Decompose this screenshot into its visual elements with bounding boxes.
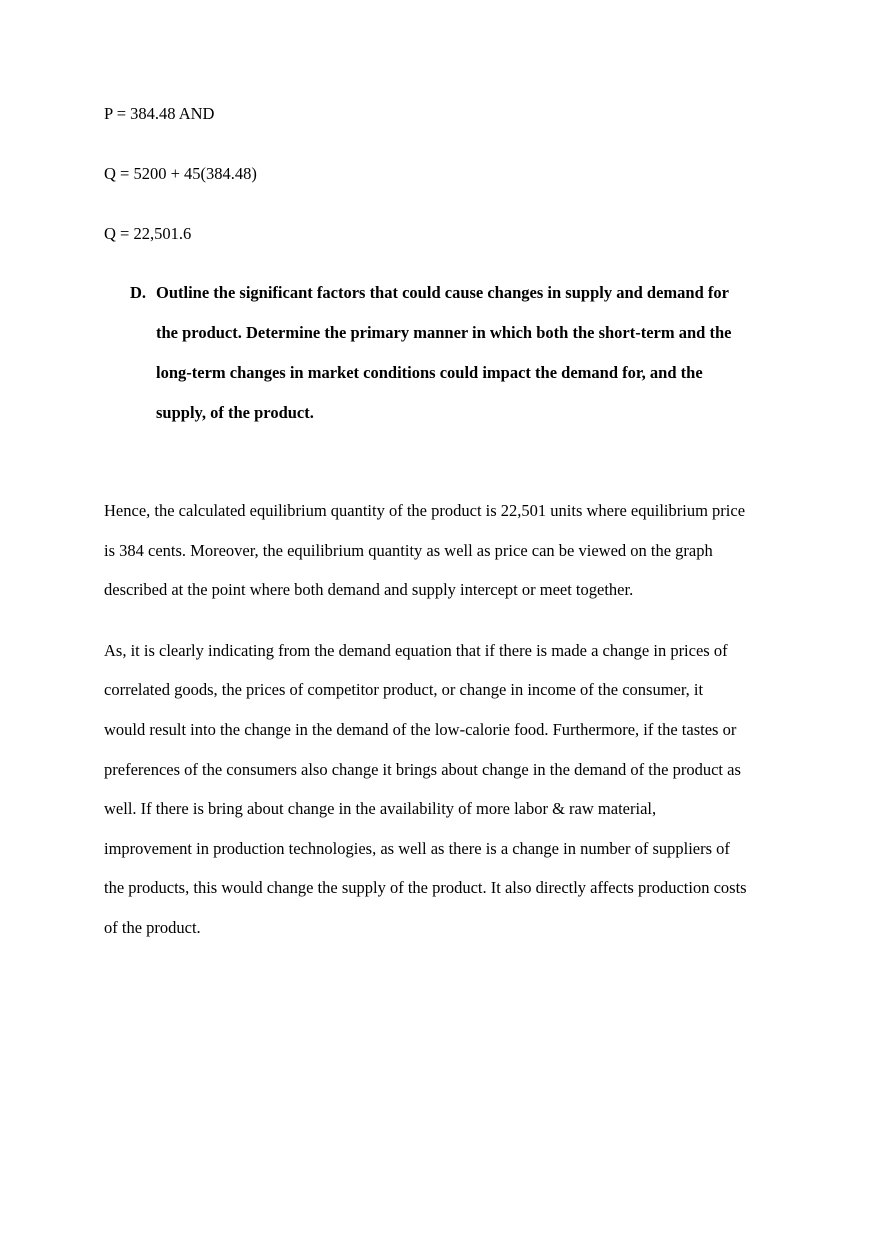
paragraph-line: of the product. — [104, 918, 201, 937]
equation-q-substitution: Q = 5200 + 45(384.48) — [104, 164, 257, 183]
paragraph-line: As, it is clearly indicating from the demand equation that if there is made a change in prices of — [104, 641, 728, 660]
question-marker: D. — [130, 283, 147, 302]
paragraph-line: correlated goods, the prices of competitor product, or change in income of the consumer, it — [104, 680, 704, 699]
question-line: supply, of the product. — [156, 403, 314, 422]
question-line: the product. Determine the primary manner in which both the short-term and the — [156, 323, 732, 342]
paragraph-line: well. If there is bring about change in the availability of more labor & raw material, — [104, 799, 657, 818]
paragraph-line: described at the point where both demand and supply intercept or meet together. — [104, 580, 634, 599]
paragraph-line: the products, this would change the supply of the product. It also directly affects production costs — [104, 878, 747, 897]
paragraph-line: is 384 cents. Moreover, the equilibrium quantity as well as price can be viewed on the graph — [104, 541, 713, 560]
paragraph-line: improvement in production technologies, as well as there is a change in number of suppliers of — [104, 839, 730, 858]
question-line: Outline the significant factors that could cause changes in supply and demand for — [156, 283, 729, 302]
equation-q-result: Q = 22,501.6 — [104, 224, 192, 243]
paragraph-line: would result into the change in the demand of the low-calorie food. Furthermore, if the tastes or — [104, 720, 737, 739]
question-line: long-term changes in market conditions could impact the demand for, and the — [156, 363, 703, 382]
equation-p: P = 384.48 AND — [104, 104, 215, 123]
paragraph-line: Hence, the calculated equilibrium quantity of the product is 22,501 units where equilibrium price — [104, 501, 746, 520]
paragraph-line: preferences of the consumers also change it brings about change in the demand of the product as — [104, 760, 741, 779]
